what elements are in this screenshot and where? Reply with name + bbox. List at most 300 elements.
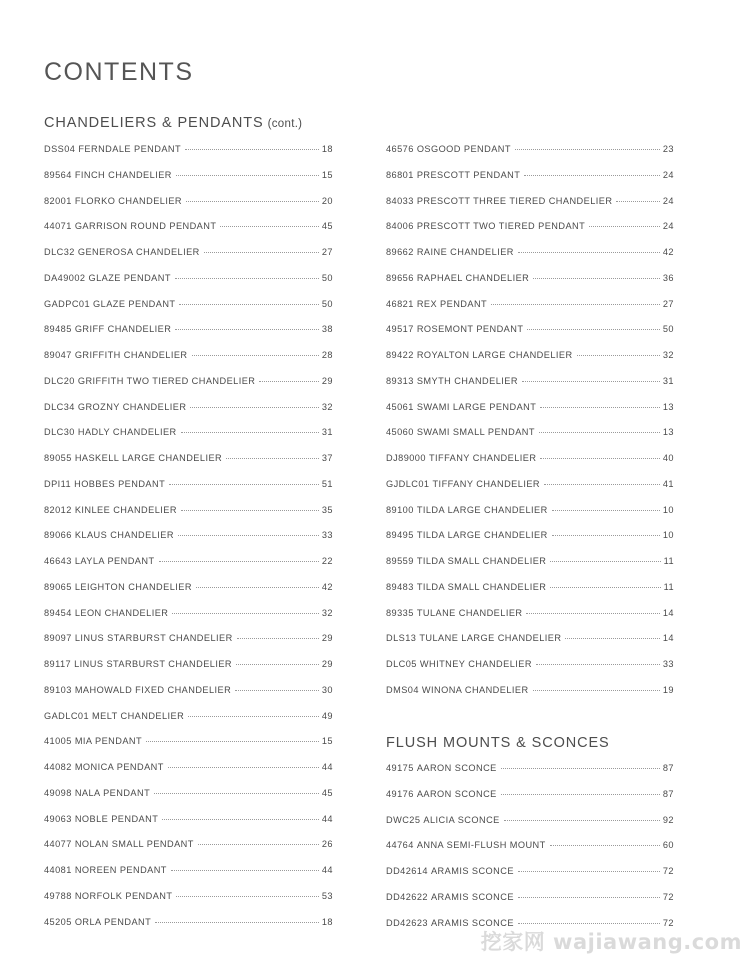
toc-dot-leader (179, 304, 318, 305)
toc-entry-page: 19 (662, 684, 674, 695)
toc-dot-leader (550, 561, 660, 562)
toc-entry-name: MAHOWALD FIXED CHANDELIER (74, 684, 232, 695)
toc-entry-page: 33 (662, 659, 674, 669)
section-title: CHANDELIERS & PENDANTS (44, 115, 264, 131)
toc-entry-page: 14 (662, 607, 674, 618)
toc-entry-page: 23 (662, 144, 674, 154)
toc-entry-code: 49176 (386, 788, 414, 799)
toc-entry-page: 10 (662, 530, 674, 541)
toc-entry-code: 49517 (386, 324, 414, 335)
toc-entry-page: 45 (321, 221, 333, 232)
toc-entry-page: 26 (321, 839, 333, 850)
toc-entry-page: 13 (662, 427, 674, 438)
toc-entry (44, 839, 333, 865)
toc-dot-leader (259, 381, 318, 382)
toc-dot-leader (190, 407, 318, 408)
toc-entry-name: KLAUS CHANDELIER (74, 530, 174, 541)
toc-entry-page: 87 (662, 788, 674, 799)
toc-entry-code: DLC30 (44, 427, 75, 438)
toc-entry-page: 41 (662, 478, 674, 489)
toc-entry (386, 479, 674, 505)
toc-entry (44, 582, 333, 608)
page-title: CONTENTS (44, 58, 194, 86)
toc-entry-code: DWC25 (386, 814, 421, 825)
toc-entry-name: LINUS STARBURST CHANDELIER (74, 633, 233, 644)
toc-entry-page: 30 (321, 684, 333, 695)
toc-dot-leader (540, 458, 659, 459)
toc-entry-name: WHITNEY CHANDELIER (419, 659, 532, 669)
toc-entry (386, 376, 674, 402)
toc-entry (386, 144, 674, 170)
toc-dot-leader (550, 845, 660, 846)
toc-dot-leader (146, 741, 319, 742)
toc-entry-code: 89313 (386, 375, 414, 386)
toc-dot-leader (536, 664, 660, 665)
toc-entry-code: 45060 (386, 427, 414, 438)
toc-dot-leader (527, 329, 659, 330)
toc-entry-page: 36 (662, 272, 674, 283)
toc-dot-leader (154, 793, 319, 794)
toc-entry-name: GLAZE PENDANT (88, 272, 171, 283)
toc-entry-code: 46643 (44, 556, 72, 566)
toc-entry-name: ARAMIS SCONCE (430, 917, 514, 928)
toc-dot-leader (236, 664, 319, 665)
toc-dot-leader (577, 355, 660, 356)
toc-entry (386, 608, 674, 634)
toc-entry-page: 31 (321, 427, 333, 438)
toc-entry-name: MONICA PENDANT (74, 762, 164, 772)
toc-entry-name: ROYALTON LARGE CHANDELIER (416, 350, 573, 360)
toc-entry-code: DD42622 (386, 891, 428, 902)
toc-entry (44, 350, 333, 376)
toc-entry (44, 556, 333, 582)
toc-entry-page: 50 (321, 298, 333, 309)
toc-dot-leader (524, 175, 660, 176)
toc-entry-name: TIFFANY CHANDELIER (432, 478, 540, 489)
toc-entry-code: 89047 (44, 350, 72, 360)
toc-entry-name: WINONA CHANDELIER (421, 684, 529, 695)
toc-entry-code: 89564 (44, 169, 72, 180)
toc-entry-name: AARON SCONCE (416, 763, 497, 773)
toc-entry-code: 89055 (44, 453, 72, 463)
toc-entry-code: GJDLC01 (386, 478, 430, 489)
toc-entry-code: 49063 (44, 813, 72, 824)
toc-entry-code: 89483 (386, 581, 414, 592)
toc-entry-name: TILDA SMALL CHANDELIER (416, 581, 547, 592)
section-heading-flush-mounts-sconces: FLUSH MOUNTS & SCONCES (386, 735, 610, 751)
toc-dot-leader (168, 767, 319, 768)
toc-entry-name: HOBBES PENDANT (74, 478, 166, 489)
toc-entry-page: 29 (321, 633, 333, 644)
toc-entry (386, 530, 674, 556)
toc-entry-page: 40 (662, 453, 674, 463)
toc-dot-leader (589, 226, 660, 227)
toc-entry-name: LAYLA PENDANT (74, 556, 155, 566)
toc-entry-page: 37 (321, 453, 333, 463)
toc-entry-code: 84033 (386, 195, 414, 206)
toc-list-left (44, 144, 333, 942)
toc-entry-page: 72 (662, 917, 674, 928)
toc-dot-leader (544, 484, 660, 485)
toc-entry-name: HASKELL LARGE CHANDELIER (74, 453, 223, 463)
toc-dot-leader (235, 690, 319, 691)
toc-entry-code: 89097 (44, 633, 72, 644)
toc-dot-leader (518, 252, 660, 253)
toc-dot-leader (181, 432, 319, 433)
toc-entry-code: 89662 (386, 247, 414, 257)
toc-dot-leader (186, 201, 319, 202)
toc-list-right (386, 144, 674, 711)
toc-dot-leader (522, 381, 660, 382)
toc-entry (386, 427, 674, 453)
toc-entry-code: DLC34 (44, 401, 75, 412)
toc-entry (44, 917, 333, 943)
toc-entry (44, 659, 333, 685)
toc-entry (386, 789, 674, 815)
toc-entry-page: 51 (321, 478, 333, 489)
toc-entry-code: 84006 (386, 221, 414, 232)
toc-entry (386, 685, 674, 711)
toc-entry-name: TULANE LARGE CHANDELIER (419, 633, 562, 644)
toc-entry (386, 505, 674, 531)
toc-entry-code: 49788 (44, 890, 72, 901)
toc-entry-name: TULANE CHANDELIER (416, 607, 523, 618)
toc-entry (386, 453, 674, 479)
toc-dot-leader (518, 923, 660, 924)
toc-entry-name: NOBLE PENDANT (74, 813, 159, 824)
toc-entry-code: DLC05 (386, 659, 417, 669)
toc-entry-name: RAPHAEL CHANDELIER (416, 272, 530, 283)
toc-entry (386, 221, 674, 247)
toc-entry-name: TILDA LARGE CHANDELIER (416, 530, 548, 541)
toc-dot-leader (552, 535, 660, 536)
toc-entry-code: DSS04 (44, 144, 76, 154)
toc-entry-code: GADLC01 (44, 710, 90, 721)
toc-entry (44, 196, 333, 222)
toc-entry-code: 46821 (386, 298, 414, 309)
toc-dot-leader (540, 407, 660, 408)
toc-entry-name: HADLY CHANDELIER (77, 427, 177, 438)
toc-entry (44, 427, 333, 453)
toc-dot-leader (533, 278, 660, 279)
toc-entry-page: 33 (321, 530, 333, 541)
toc-entry (44, 530, 333, 556)
toc-entry-code: 45061 (386, 401, 414, 412)
toc-entry-name: ANNA SEMI-FLUSH MOUNT (416, 840, 546, 851)
toc-entry-code: 49175 (386, 763, 414, 773)
toc-dot-leader (226, 458, 319, 459)
toc-entry (44, 247, 333, 273)
toc-entry-code: DMS04 (386, 684, 419, 695)
toc-entry-page: 15 (321, 736, 333, 747)
toc-entry (44, 762, 333, 788)
toc-entry (386, 247, 674, 273)
toc-entry (386, 556, 674, 582)
toc-entry-name: LEON CHANDELIER (74, 607, 169, 618)
toc-dot-leader (178, 535, 319, 536)
toc-entry-name: REX PENDANT (416, 298, 488, 309)
toc-entry-name: GARRISON ROUND PENDANT (74, 221, 217, 232)
toc-entry (386, 402, 674, 428)
toc-entry (44, 736, 333, 762)
toc-dot-leader (181, 510, 319, 511)
toc-entry-name: SMYTH CHANDELIER (416, 375, 518, 386)
toc-entry-page: 29 (321, 375, 333, 386)
toc-entry-page: 38 (321, 324, 333, 335)
toc-entry-name: PRESCOTT TWO TIERED PENDANT (416, 221, 586, 232)
toc-dot-leader (501, 768, 660, 769)
toc-entry-page: 45 (321, 787, 333, 798)
toc-entry-code: 46576 (386, 144, 414, 154)
toc-entry-code: DPI11 (44, 478, 72, 489)
watermark: 挖家网 wajiawang.com (480, 930, 742, 954)
toc-entry-code: 82001 (44, 195, 72, 206)
toc-dot-leader (204, 252, 319, 253)
toc-entry (44, 711, 333, 737)
toc-entry-name: AARON SCONCE (416, 788, 497, 799)
toc-entry (44, 814, 333, 840)
toc-entry (44, 479, 333, 505)
toc-entry-code: 89454 (44, 607, 72, 618)
toc-entry-name: PRESCOTT THREE TIERED CHANDELIER (416, 195, 613, 206)
toc-entry-page: 32 (662, 350, 674, 360)
toc-entry (44, 324, 333, 350)
section-heading-chandeliers-pendants (44, 115, 302, 131)
toc-dot-leader (518, 871, 660, 872)
toc-entry-page: 27 (321, 247, 333, 257)
toc-dot-leader (196, 587, 319, 588)
toc-dot-leader (169, 484, 319, 485)
toc-entry-page: 53 (321, 890, 333, 901)
toc-dot-leader (552, 510, 660, 511)
toc-dot-leader (159, 561, 319, 562)
toc-dot-leader (185, 149, 319, 150)
toc-entry-name: NOREEN PENDANT (74, 865, 167, 875)
toc-entry (44, 608, 333, 634)
toc-entry-name: TIFFANY CHANDELIER (428, 453, 537, 463)
toc-entry (44, 376, 333, 402)
toc-dot-leader (175, 278, 319, 279)
toc-entry-code: DLC20 (44, 375, 75, 386)
toc-entry-name: GENEROSA CHANDELIER (77, 247, 200, 257)
toc-entry-name: PRESCOTT PENDANT (416, 169, 521, 180)
toc-dot-leader (162, 819, 319, 820)
toc-entry-name: LINUS STARBURST CHANDELIER (74, 659, 233, 669)
toc-entry (386, 659, 674, 685)
toc-entry-page: 24 (662, 195, 674, 206)
toc-dot-leader (526, 613, 659, 614)
toc-entry-page: 32 (321, 607, 333, 618)
toc-entry-name: GRIFFITH TWO TIERED CHANDELIER (77, 375, 256, 386)
toc-entry (386, 273, 674, 299)
toc-entry (44, 685, 333, 711)
toc-entry-code: 89335 (386, 607, 414, 618)
toc-entry-page: 60 (662, 840, 674, 851)
toc-dot-leader (175, 329, 319, 330)
toc-dot-leader (192, 355, 319, 356)
toc-dot-leader (501, 794, 660, 795)
toc-dot-leader (220, 226, 318, 227)
toc-entry-name: NALA PENDANT (74, 787, 151, 798)
toc-entry-name: GROZNY CHANDELIER (77, 401, 187, 412)
toc-dot-leader (550, 587, 660, 588)
toc-entry (386, 582, 674, 608)
toc-entry-page: 42 (662, 247, 674, 257)
toc-entry-page: 11 (663, 581, 674, 592)
section-continued-label: (cont.) (267, 118, 303, 130)
toc-entry-name: FLORKO CHANDELIER (74, 195, 183, 206)
toc-entry-page: 13 (662, 401, 674, 412)
toc-entry (386, 170, 674, 196)
toc-entry-page: 42 (321, 581, 333, 592)
toc-entry (386, 815, 674, 841)
toc-entry-code: 44082 (44, 762, 72, 772)
toc-entry-code: 86801 (386, 169, 414, 180)
toc-entry-page: 44 (321, 813, 333, 824)
toc-dot-leader (616, 201, 659, 202)
toc-entry (44, 299, 333, 325)
toc-dot-leader (515, 149, 660, 150)
toc-entry-name: LEIGHTON CHANDELIER (74, 581, 192, 592)
toc-entry-code: 44764 (386, 840, 414, 851)
toc-dot-leader (171, 870, 319, 871)
toc-entry-name: ROSEMONT PENDANT (416, 324, 524, 335)
toc-entry-page: 35 (321, 504, 333, 515)
toc-dot-leader (237, 638, 319, 639)
toc-entry-name: MIA PENDANT (74, 736, 143, 747)
toc-dot-leader (539, 432, 660, 433)
toc-entry-name: RAINE CHANDELIER (416, 247, 514, 257)
toc-entry-code: 44077 (44, 839, 72, 850)
toc-entry (44, 170, 333, 196)
toc-entry (44, 891, 333, 917)
toc-entry-page: 44 (321, 865, 333, 875)
toc-entry (44, 453, 333, 479)
toc-entry-code: 89100 (386, 504, 414, 515)
toc-entry-name: OSGOOD PENDANT (416, 144, 511, 154)
toc-entry-name: SWAMI LARGE PENDANT (416, 401, 537, 412)
toc-entry-name: GRIFF CHANDELIER (74, 324, 172, 335)
toc-entry-code: 89117 (44, 659, 72, 669)
toc-entry-page: 50 (662, 324, 674, 335)
toc-entry-page: 28 (321, 350, 333, 360)
toc-entry-code: DLS13 (386, 633, 417, 644)
toc-dot-leader (188, 716, 319, 717)
toc-entry-code: 89422 (386, 350, 414, 360)
toc-entry-name: SWAMI SMALL PENDANT (416, 427, 535, 438)
toc-entry (386, 299, 674, 325)
toc-entry-page: 32 (321, 401, 333, 412)
toc-entry-page: 27 (662, 298, 674, 309)
toc-dot-leader (504, 820, 660, 821)
toc-list-flush-mounts (386, 763, 674, 943)
toc-entry (386, 196, 674, 222)
toc-entry (386, 350, 674, 376)
toc-entry-page: 92 (662, 814, 674, 825)
toc-entry (44, 273, 333, 299)
toc-entry (44, 865, 333, 891)
toc-entry-name: NOLAN SMALL PENDANT (74, 839, 194, 850)
toc-entry (44, 221, 333, 247)
toc-entry-code: DA49002 (44, 272, 86, 283)
toc-entry (44, 505, 333, 531)
toc-entry-page: 72 (662, 891, 674, 902)
toc-entry-page: 31 (662, 375, 674, 386)
toc-entry-code: 89066 (44, 530, 72, 541)
toc-dot-leader (172, 613, 319, 614)
toc-entry-code: DJ89000 (386, 453, 426, 463)
toc-entry-name: ARAMIS SCONCE (430, 891, 514, 902)
toc-entry-name: TILDA LARGE CHANDELIER (416, 504, 548, 515)
toc-entry-name: KINLEE CHANDELIER (74, 504, 177, 515)
toc-entry-code: 44071 (44, 221, 72, 232)
toc-entry (44, 788, 333, 814)
toc-dot-leader (198, 844, 319, 845)
toc-entry-code: 89495 (386, 530, 414, 541)
toc-dot-leader (565, 638, 659, 639)
toc-entry-code: 89103 (44, 684, 72, 695)
toc-entry (386, 763, 674, 789)
toc-entry-name: GRIFFITH CHANDELIER (74, 350, 188, 360)
toc-entry-page: 11 (663, 556, 674, 566)
toc-entry-name: ALICIA SCONCE (423, 814, 500, 825)
toc-entry-code: DD42623 (386, 917, 428, 928)
toc-entry-code: DD42614 (386, 866, 428, 876)
toc-entry-code: 44081 (44, 865, 72, 875)
toc-entry-name: FINCH CHANDELIER (74, 169, 172, 180)
toc-entry (44, 402, 333, 428)
toc-entry-page: 24 (662, 169, 674, 180)
toc-entry-page: 44 (321, 762, 333, 772)
toc-entry-code: 82012 (44, 504, 72, 515)
toc-entry-code: 89656 (386, 272, 414, 283)
toc-entry-code: 89485 (44, 324, 72, 335)
toc-dot-leader (533, 690, 660, 691)
toc-dot-leader (491, 304, 660, 305)
toc-entry-page: 10 (662, 504, 674, 515)
toc-entry-name: ARAMIS SCONCE (430, 866, 514, 876)
toc-entry-page: 87 (662, 763, 674, 773)
toc-entry-name: ORLA PENDANT (74, 916, 152, 927)
toc-entry (386, 324, 674, 350)
toc-entry-page: 18 (321, 144, 333, 154)
toc-entry (44, 633, 333, 659)
toc-entry-code: 45205 (44, 916, 72, 927)
toc-entry-code: GADPC01 (44, 298, 91, 309)
toc-entry-name: NORFOLK PENDANT (74, 890, 173, 901)
toc-entry (386, 892, 674, 918)
toc-entry-page: 24 (662, 221, 674, 232)
toc-entry-page: 20 (321, 195, 333, 206)
toc-entry (386, 866, 674, 892)
toc-dot-leader (518, 897, 660, 898)
toc-entry-page: 14 (662, 633, 674, 644)
toc-entry-name: TILDA SMALL CHANDELIER (416, 556, 547, 566)
toc-dot-leader (176, 175, 319, 176)
toc-entry-page: 72 (662, 866, 674, 876)
toc-entry-code: 41005 (44, 736, 72, 747)
toc-entry (386, 840, 674, 866)
toc-entry-page: 18 (321, 916, 333, 927)
toc-dot-leader (155, 922, 319, 923)
toc-dot-leader (176, 896, 318, 897)
toc-entry-code: 89065 (44, 581, 72, 592)
toc-entry-name: GLAZE PENDANT (93, 298, 176, 309)
toc-entry-page: 49 (321, 710, 333, 721)
toc-entry-page: 29 (321, 659, 333, 669)
toc-entry-page: 22 (321, 556, 333, 566)
toc-entry-name: MELT CHANDELIER (92, 710, 185, 721)
